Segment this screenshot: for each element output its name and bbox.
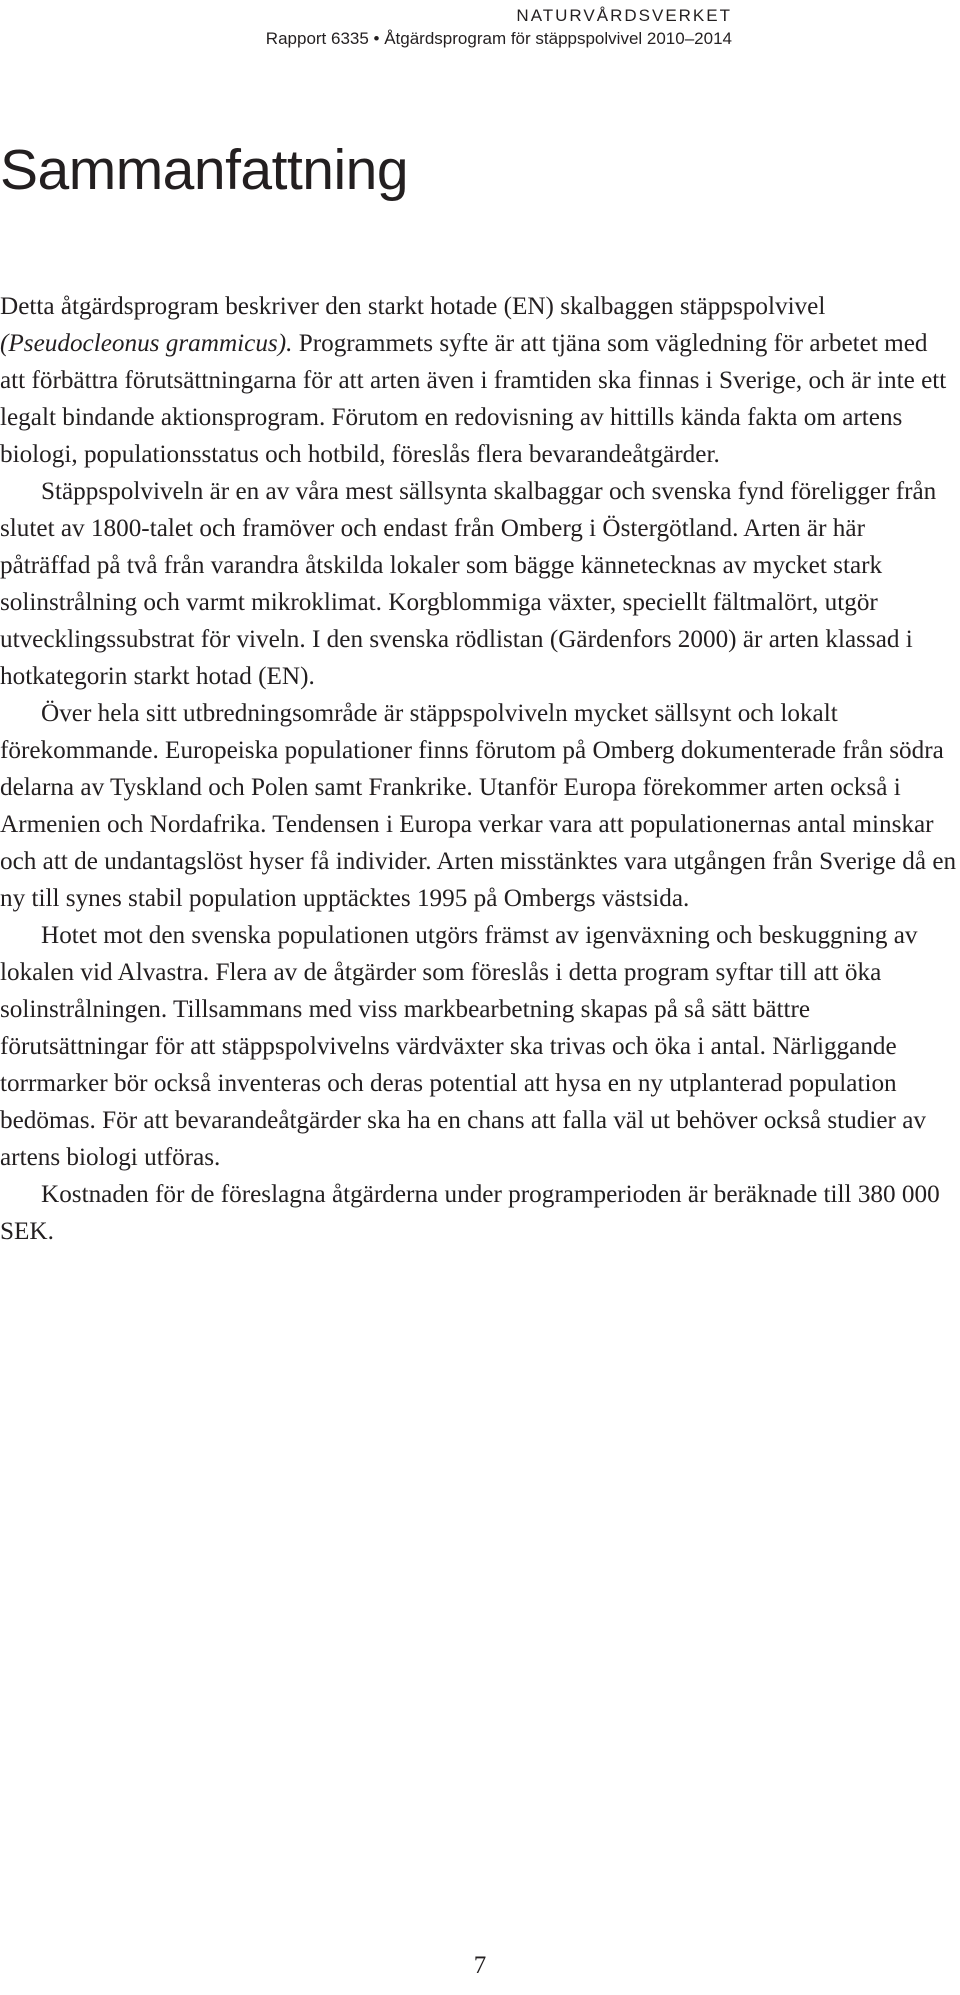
report-line: Rapport 6335 • Åtgärdsprogram för stäppspolvivel 2010–2014 [265, 29, 732, 48]
body-text [0, 288, 958, 1250]
page-number: 7 [473, 1952, 487, 1979]
paragraph-5: Kostnaden för de föreslagna åtgärderna under programperioden är beräknade till 380 000 SEK. [0, 1181, 940, 1245]
paragraph-1-part1: Detta åtgärdsprogram beskriver den starkt hotade (EN) skalbaggen stäppspolvivel [0, 293, 826, 320]
paragraph-2: Stäppspolviveln är en av våra mest sällsynta skalbaggar och svenska fynd föreligger från slutet av 1800-talet och framöver och endast från Omberg i Östergötland. Arten är här påträffad på två från varandra åtskilda lokaler som bägge kännetecknas av mycket stark solinstrålning och varmt mikroklimat. Korgblommiga växter, speciellt fältmalört, utgör utvecklingssubstrat för viveln. I den svenska rödlistan (Gärdenfors 2000) är arten klassad i hotkategorin starkt hotad (EN). [0, 478, 937, 690]
page-title: Sammanfattning [0, 138, 409, 202]
paragraph-3: Över hela sitt utbredningsområde är stäppspolviveln mycket sällsynt och lokalt förekommande. Europeiska populationer finns förutom på Omberg dokumenterade från södra delarna av Tyskland och Polen samt Frankrike. Utanför Europa förekommer arten också i Armenien och Nordafrika. Tendensen i Europa verkar vara att populationernas antal minskar och att de undantagslöst hyser få individer. Arten misstänktes vara utgången från Sverige då en ny till synes stabil population upptäcktes 1995 på Ombergs västsida. [0, 700, 957, 912]
paragraph-1 [0, 288, 958, 473]
page-header [132, 4, 732, 50]
paragraph-4: Hotet mot den svenska populationen utgörs främst av igenväxning och beskuggning av lokalen vid Alvastra. Flera av de åtgärder som föreslås i detta program syftar till att öka solinstrålningen. Tillsammans med viss markbearbetning skapas på så sätt bättre förutsättningar för att stäppspolvivelns värdväxter ska trivas och öka i antal. Närliggande torrmarker bör också inventeras och deras potential att hysa en ny utplanterad population bedömas. För att bevarandeåtgärder ska ha en chans att falla väl ut behöver också studier av artens biologi utföras. [0, 922, 926, 1171]
organization-name: NATURVÅRDSVERKET [516, 6, 732, 25]
paragraph-1-part2: Programmets syfte är att tjäna som vägledning för arbetet med att förbättra förutsättningarna för att arten även i framtiden ska finnas i Sverige, och är inte ett legalt bindande aktionsprogram. Förutom en redovisning av hittills kända fakta om artens biologi, populationsstatus och hotbild, föreslås flera bevarandeåtgärder. [0, 330, 947, 468]
species-name: (Pseudocleonus grammicus). [0, 330, 293, 357]
